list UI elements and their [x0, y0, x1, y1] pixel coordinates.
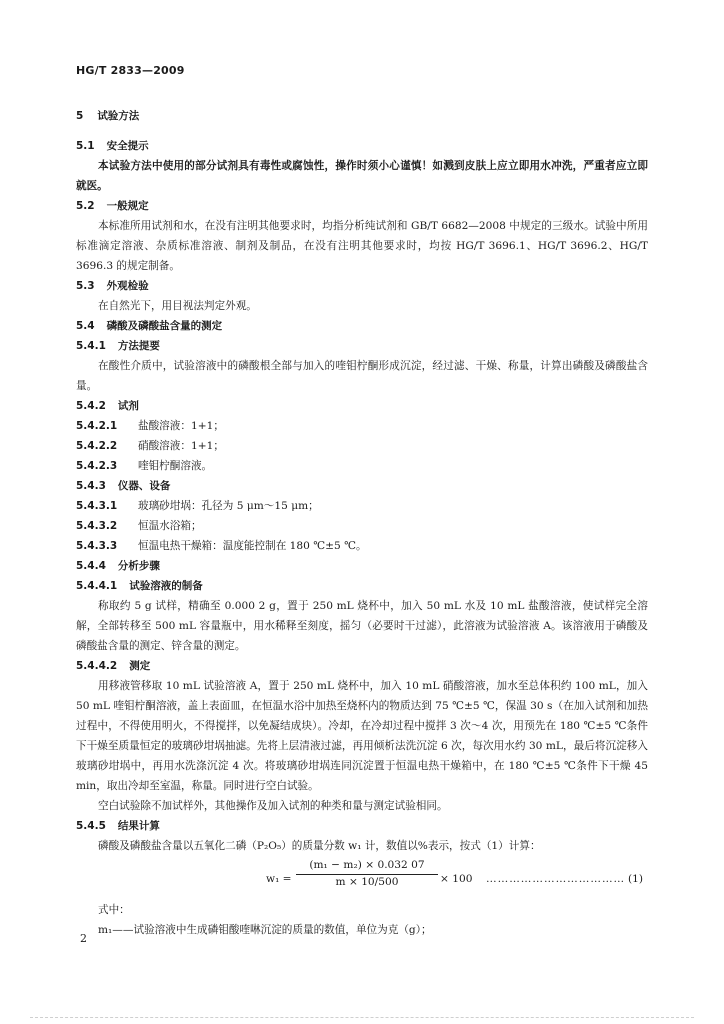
formula-1: [76, 856, 648, 896]
reagent-item: 5.4.2.1 盐酸溶液：1+1；: [76, 420, 224, 432]
equipment-item: 5.4.3.3 恒温电热干燥箱：温度能控制在 180 ℃±5 ℃。: [76, 540, 367, 552]
formula-lhs: w₁ =: [266, 873, 292, 885]
formula-fraction: [296, 858, 438, 890]
section-5-4-4-heading: 5.4.4 分析步骤: [76, 560, 160, 572]
page-number: 2: [80, 932, 87, 945]
reagent-item: 5.4.2.2 硝酸溶液：1+1；: [76, 440, 224, 452]
section-5-4-1-heading: 5.4.1 方法提要: [76, 340, 160, 352]
appearance-text: 在自然光下，用目视法判定外观。: [98, 300, 257, 312]
formula-numerator: (m₁ − m₂) × 0.032 07: [296, 858, 438, 875]
equipment-item: 5.4.3.1 玻璃砂坩埚：孔径为 5 μm～15 μm；: [76, 500, 319, 512]
formula-denominator: m × 10/500: [335, 876, 399, 888]
section-5-2-heading: 5.2 一般规定: [76, 200, 149, 212]
standard-code: HG/T 2833—2009: [76, 64, 185, 77]
section-5-4-5-heading: 5.4.5 结果计算: [76, 820, 160, 832]
calculation-intro-text: 磷酸及磷酸盐含量以五氧化二磷（P₂O₅）的质量分数 w₁ 计，数值以%表示，按式（1）计算：: [98, 840, 541, 852]
section-5-3-heading: 5.3 外观检验: [76, 280, 149, 292]
general-rules-text: 本标准所用试剂和水，在没有注明其他要求时，均指分析纯试剂和 GB/T 6682—2008 中规定的三级水。试验中所用标准滴定溶液、杂质标准溶液、制剂及制品，在没有注明其他要求时，均按 HG/T 3696.1、HG/T 3696.2、HG/T 3696.3 的规定制备。: [76, 220, 648, 272]
safety-warning-text: 本试验方法中使用的部分试剂具有毒性或腐蚀性，操作时须小心谨慎！如溅到皮肤上应立即用水冲洗，严重者应立即就医。: [76, 160, 648, 192]
page-content: [76, 106, 648, 940]
formula-leader-dots: ………………………………: [486, 873, 626, 885]
section-5-4-4-1-heading: 5.4.4.1 试验溶液的制备: [76, 580, 203, 592]
variable-definition-m1: m₁——试验溶液中生成磷钼酸喹啉沉淀的质量的数值，单位为克（g）；: [98, 924, 432, 936]
section-5-4-3-heading: 5.4.3 仪器、设备: [76, 480, 171, 492]
section-5-heading: 5 试验方法: [76, 110, 140, 122]
reagent-item: 5.4.2.3 喹钼柠酮溶液。: [76, 460, 213, 472]
where-label: 式中：: [98, 904, 130, 916]
section-5-4-4-2-heading: 5.4.4.2 测定: [76, 660, 151, 672]
formula-number: (1): [628, 873, 644, 885]
method-summary-text: 在酸性介质中，试验溶液中的磷酸根全部与加入的喹钼柠酮形成沉淀，经过滤、干燥、称量，计算出磷酸及磷酸盐含量。: [76, 360, 648, 392]
bottom-scan-line: [30, 1017, 694, 1018]
section-5-4-2-heading: 5.4.2 试剂: [76, 400, 139, 412]
equipment-item: 5.4.3.2 恒温水浴箱；: [76, 520, 202, 532]
solution-prep-text: 称取约 5 g 试样，精确至 0.000 2 g，置于 250 mL 烧杯中，加入 50 mL 水及 10 mL 盐酸溶液，使试样完全溶解，全部转移至 500 mL 容量瓶中，用水稀释至刻度，摇匀（必要时干过滤），此溶液为试验溶液 A。该溶液用于磷酸及磷酸盐含量的测定、锌含量的测定。: [76, 600, 648, 652]
formula-multiplier: × 100: [440, 873, 473, 885]
section-5-4-heading: 5.4 磷酸及磷酸盐含量的测定: [76, 320, 223, 332]
blank-test-text: 空白试验除不加试样外，其他操作及加入试剂的种类和量与测定试验相同。: [98, 800, 448, 812]
section-5-1-heading: 5.1 安全提示: [76, 140, 149, 152]
determination-text: 用移液管移取 10 mL 试验溶液 A，置于 250 mL 烧杯中，加入 10 mL 硝酸溶液，加水至总体积约 100 mL，加入 50 mL 喹钼柠酮溶液，盖上表面皿，在恒温水浴中加热至烧杯内的物质达到 75 ℃±5 ℃，保温 30 s（在加入试剂和加热过程中，不得使用明火，不得搅拌，以免凝结成块）。冷却，在冷却过程中搅拌 3 次～4 次，用预先在 180 ℃±5 ℃条件下干燥至质量恒定的玻璃砂坩埚抽滤。先将上层清液过滤，再用倾析法洗沉淀 6 次，每次用水约 30 mL，最后将沉淀移入玻璃砂坩埚中，再用水洗涤沉淀 4 次。将玻璃砂坩埚连同沉淀置于恒温电热干燥箱中，在 180 ℃±5 ℃条件下干燥 45 min，取出冷却至室温，称量。同时进行空白试验。: [76, 680, 648, 792]
